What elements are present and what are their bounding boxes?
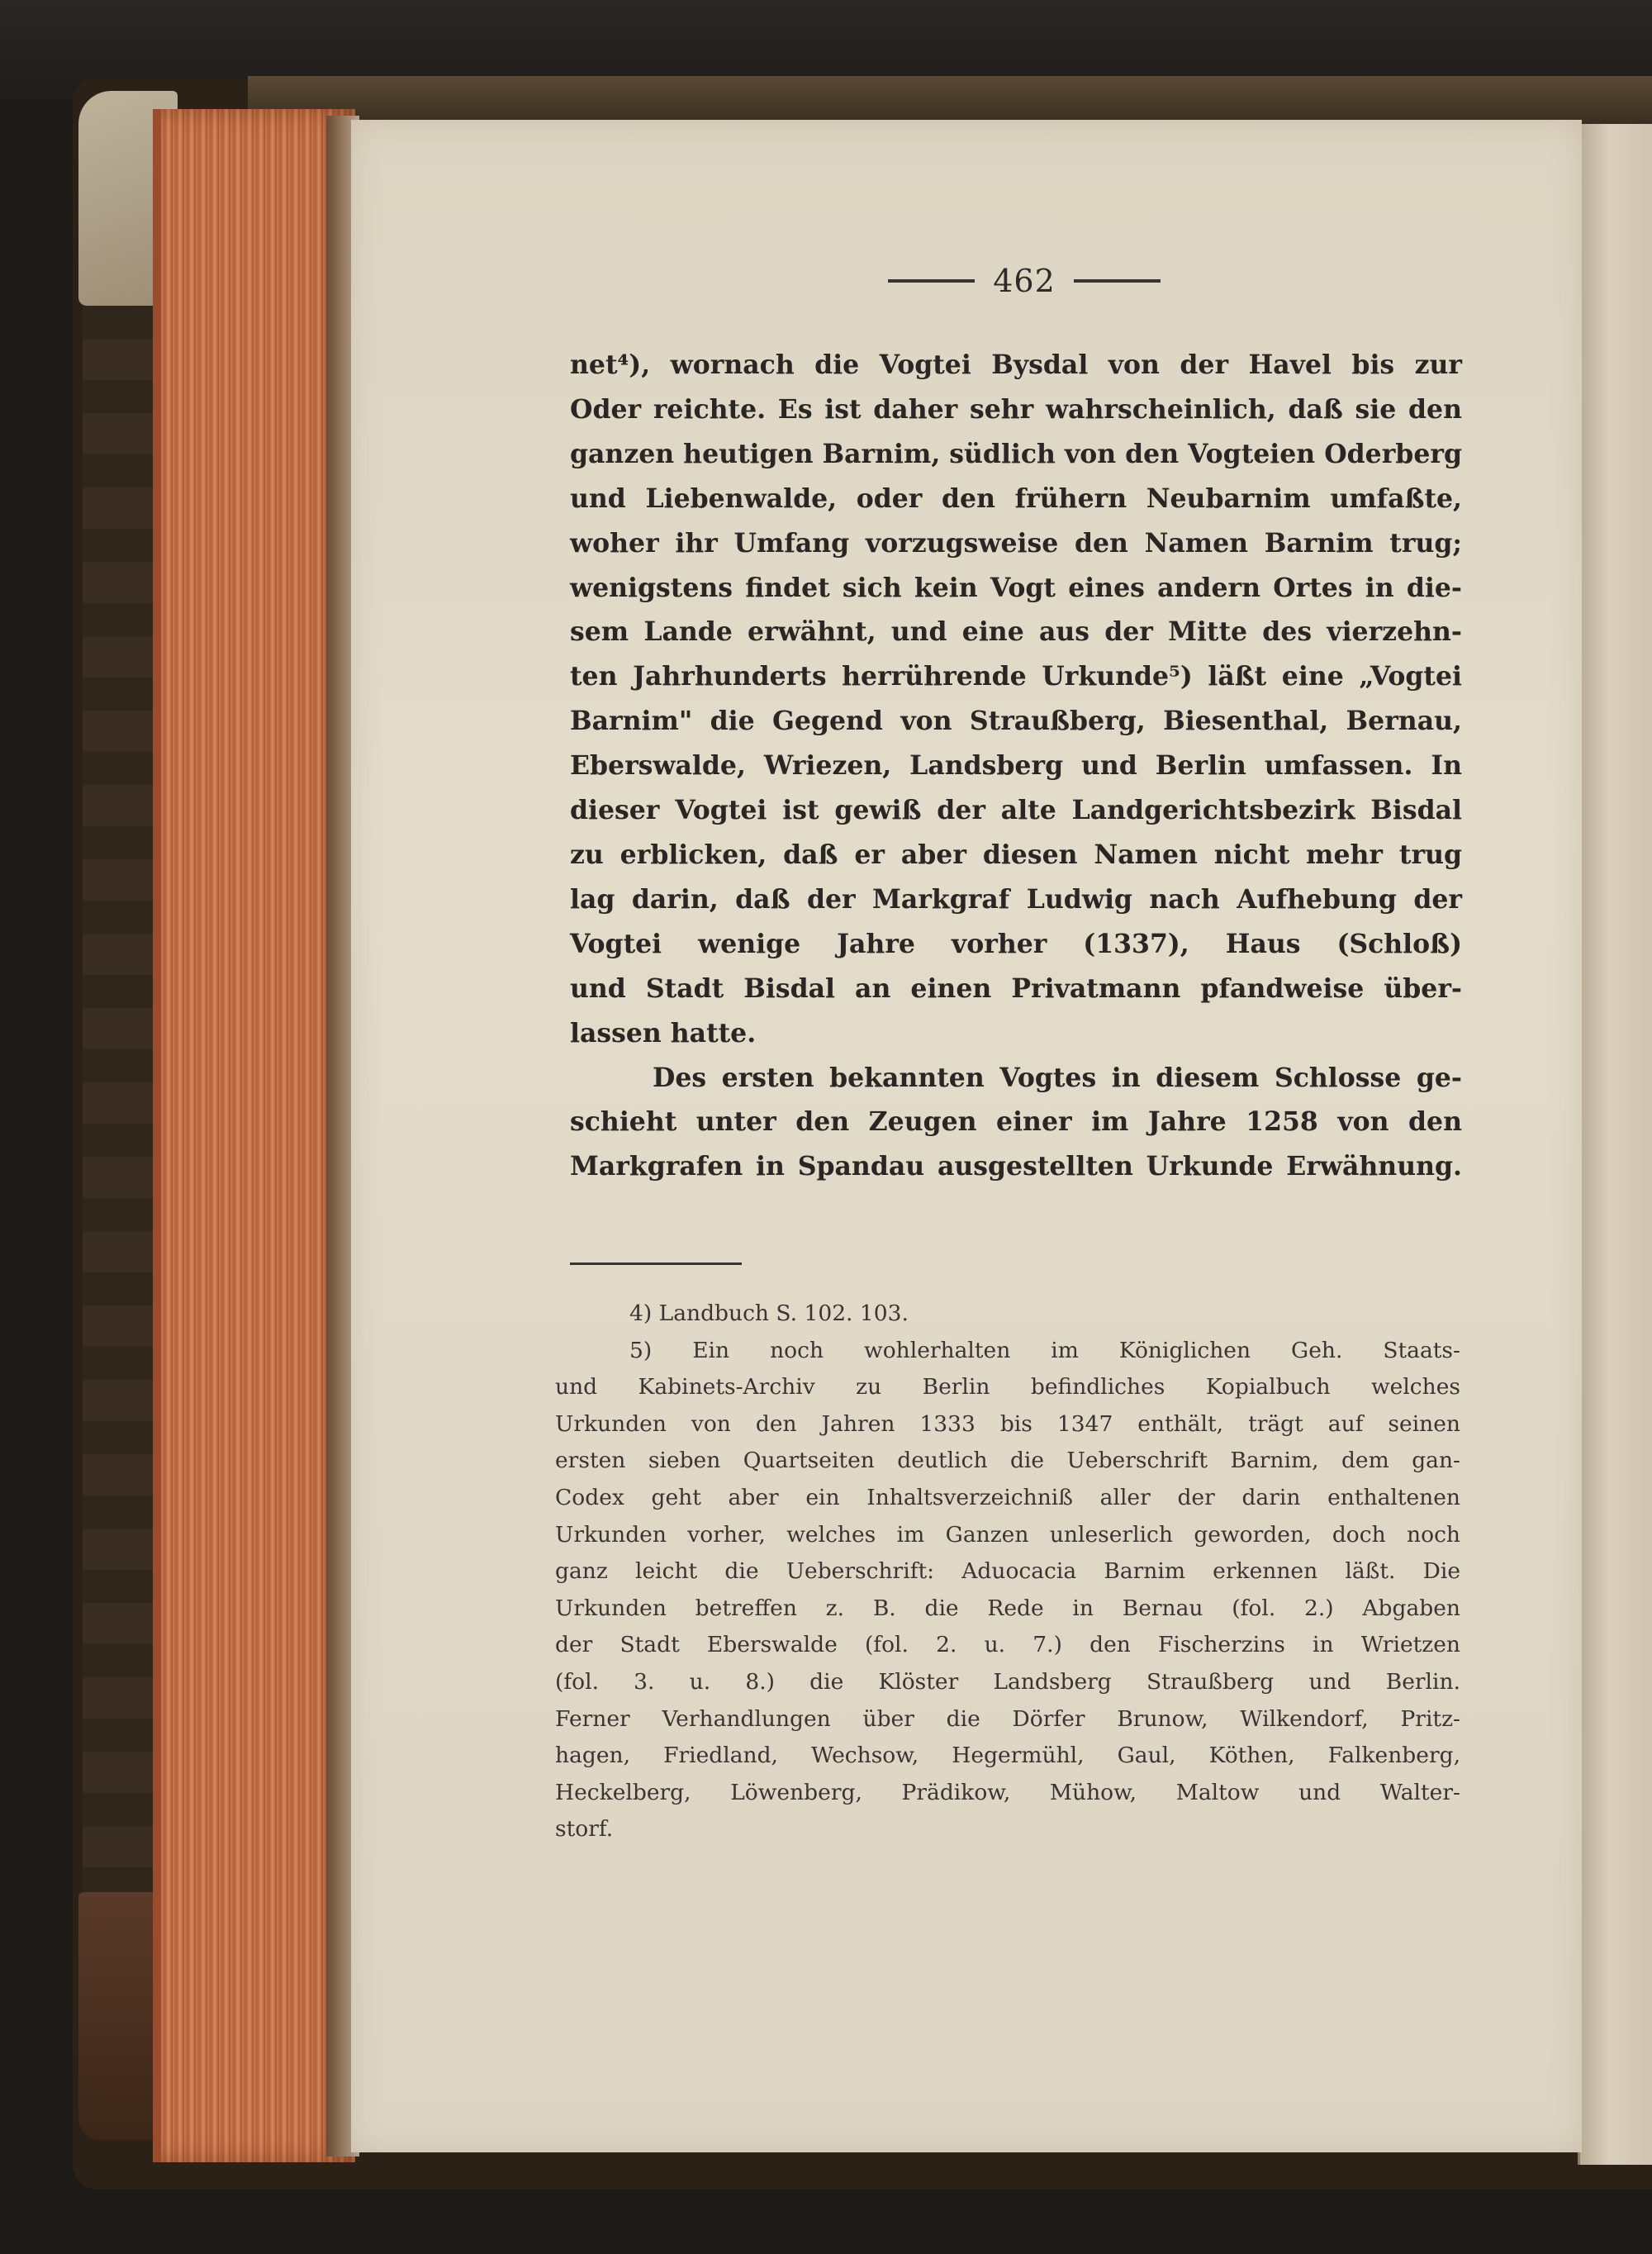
body-line: woher ihr Umfang vorzugsweise den Namen Barnim trug; (570, 527, 1462, 559)
footnote-separator (570, 1263, 742, 1265)
footnote-line: Heckelberg, Löwenberg, Prädikow, Mühow, Maltow und Walter- (555, 1779, 1460, 1805)
footnote-line: 5) Ein noch wohlerhalten im Königlichen Geh. Staats- (629, 1337, 1460, 1363)
footnote-line: Codex geht aber ein Inhaltsverzeichniß aller der darin enthaltenen (555, 1484, 1460, 1510)
body-line: lag darin, daß der Markgraf Ludwig nach Aufhebung der (570, 883, 1462, 915)
footnote-line: der Stadt Eberswalde (fol. 2. u. 7.) den Fischerzins in Wrietzen (555, 1632, 1460, 1658)
footnotes (555, 1296, 1460, 1848)
facing-page-edge (1578, 124, 1652, 2165)
body-line: sem Lande erwähnt, und eine aus der Mitte des vierzehn- (570, 616, 1462, 648)
body-line: zu erblicken, daß er aber diesen Namen nicht mehr trug (570, 839, 1462, 870)
footnote-line: ersten sieben Quartseiten deutlich die Ueberschrift Barnim, dem gan- (555, 1448, 1460, 1474)
footnote-line: (fol. 3. u. 8.) die Klöster Landsberg Straußberg und Berlin. (555, 1668, 1460, 1695)
footnote-line: und Kabinets-Archiv zu Berlin befindliches Kopialbuch welches (555, 1374, 1460, 1400)
footnote-line: Ferner Verhandlungen über die Dörfer Brunow, Wilkendorf, Pritz- (555, 1705, 1460, 1732)
body-line: dieser Vogtei ist gewiß der alte Landgerichtsbezirk Bisdal (570, 795, 1462, 826)
body-line: Barnim" die Gegend von Straußberg, Biesenthal, Bernau, (570, 706, 1462, 737)
footnote-line: hagen, Friedland, Wechsow, Hegermühl, Gaul, Köthen, Falkenberg, (555, 1743, 1460, 1769)
body-line: Des ersten bekannten Vogtes in diesem Schlosse ge- (653, 1062, 1462, 1093)
body-line: ganzen heutigen Barnim, südlich von den Vogteien Oderberg (570, 438, 1462, 469)
body-line: Markgrafen in Spandau ausgestellten Urkunde Erwähnung. (570, 1151, 1462, 1182)
footnote-line: Urkunden betreffen z. B. die Rede in Bernau (fol. 2.) Abgaben (555, 1595, 1460, 1621)
body-line: ten Jahrhunderts herrührende Urkunde⁵) läßt eine „Vogtei (570, 661, 1462, 692)
body-line: und Stadt Bisdal an einen Privatmann pfandweise über- (570, 972, 1462, 1004)
body-line: und Liebenwalde, oder den frühern Neubarnim umfaßte, (570, 483, 1462, 514)
body-line: net⁴), wornach die Vogtei Bysdal von der Havel bis zur (570, 350, 1462, 380)
footnote-line: Urkunden vorher, welches im Ganzen unleserlich geworden, doch noch (555, 1521, 1460, 1548)
body-line: lassen hatte. (570, 1017, 757, 1049)
book-cover-top-edge (248, 76, 1652, 126)
page-block-edges (153, 109, 355, 2162)
footnote-line: storf. (555, 1816, 614, 1843)
body-line: Vogtei wenige Jahre vorher (1337), Haus (Schloß) (570, 928, 1462, 959)
footnote-line: 4) Landbuch S. 102. 103. (629, 1301, 909, 1326)
page-number: 462 (993, 263, 1056, 299)
body-text (570, 343, 1462, 1189)
page-header (867, 263, 1181, 299)
footnote-line: ganz leicht die Ueberschrift: Aduocacia Barnim erkennen läßt. Die (555, 1558, 1460, 1585)
header-rule-left (888, 279, 975, 283)
header-rule-right (1074, 279, 1161, 283)
body-line: Oder reichte. Es ist daher sehr wahrscheinlich, daß sie den (570, 393, 1462, 425)
cover-worn-edge (83, 306, 157, 1958)
body-line: schieht unter den Zeugen einer im Jahre 1258 von den (570, 1106, 1462, 1138)
body-line: wenigstens findet sich kein Vogt eines andern Ortes in die- (570, 572, 1462, 603)
body-line: Eberswalde, Wriezen, Landsberg und Berlin umfassen. In (570, 750, 1462, 782)
footnote-line: Urkunden von den Jahren 1333 bis 1347 enthält, trägt auf seinen (555, 1410, 1460, 1437)
